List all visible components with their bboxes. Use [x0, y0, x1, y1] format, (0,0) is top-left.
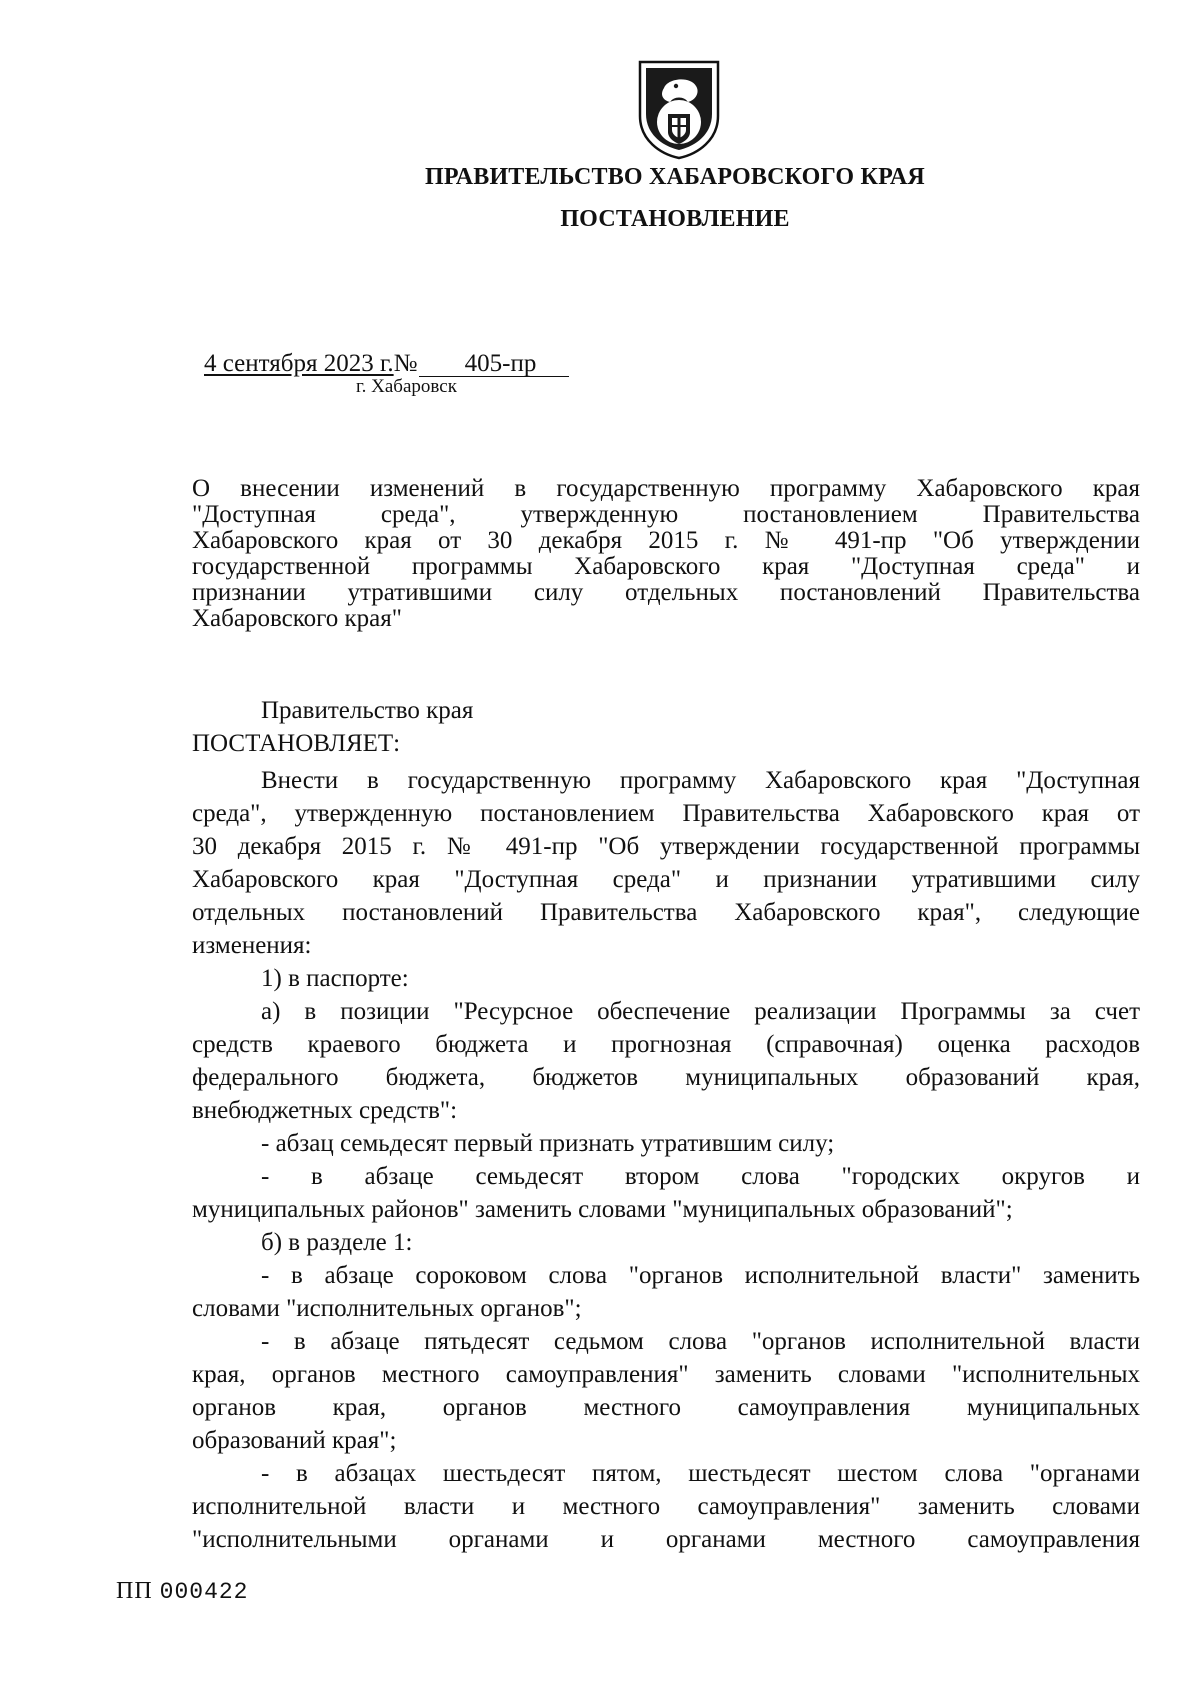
body-line: б) в разделе 1: [261, 1229, 413, 1256]
body-line: Внести в государственную программу Хабаровского края "Доступная [261, 767, 1140, 794]
body-line: 1) в паспорте: [261, 965, 409, 992]
body-line: средств краевого бюджета и прогнозная (справочная) оценка расходов [192, 1031, 1140, 1058]
subject-line: Хабаровского края" [192, 605, 402, 632]
body-line: исполнительной власти и местного самоуправления" заменить словами [192, 1493, 1140, 1520]
body-line: - в абзаце семьдесят втором слова "городских округов и [261, 1163, 1140, 1190]
body-line: - в абзаце пятьдесят седьмом слова "органов исполнительной власти [261, 1328, 1140, 1355]
body-line: отдельных постановлений Правительства Хабаровского края", следующие [192, 899, 1140, 926]
body-line: Хабаровского края "Доступная среда" и признании утратившими силу [192, 866, 1140, 893]
body-line: "исполнительными органами и органами местного самоуправления [192, 1526, 1140, 1553]
document-subject [192, 476, 1140, 632]
form-series: ПП [116, 1578, 153, 1604]
body-line: словами "исполнительных органов"; [192, 1295, 582, 1322]
subject-line: государственной программы Хабаровского края "Доступная среда" и [192, 553, 1140, 580]
body-line: Правительство края [261, 697, 474, 724]
number-label: № [393, 350, 418, 377]
body-line: муниципальных районов" заменить словами "муниципальных образований"; [192, 1196, 1013, 1223]
document-number-field [419, 352, 569, 377]
body-line: 30 декабря 2015 г. № 491-пр "Об утверждении государственной программы [192, 833, 1140, 860]
subject-line: признании утратившими силу отдельных постановлений Правительства [192, 579, 1140, 606]
date-number-line [204, 350, 569, 378]
document-body [192, 694, 1140, 1556]
body-line: ПОСТАНОВЛЯЕТ: [192, 730, 401, 757]
subject-line: "Доступная среда", утвержденную постановлением Правительства [192, 501, 1140, 528]
organization-title: ПРАВИТЕЛЬСТВО ХАБАРОВСКОГО КРАЯ [425, 164, 925, 190]
body-line: изменения: [192, 932, 312, 959]
body-line: а) в позиции "Ресурсное обеспечение реализации Программы за счет [261, 998, 1140, 1025]
coat-of-arms-emblem-icon [632, 58, 726, 160]
body-line: внебюджетных средств": [192, 1097, 458, 1124]
body-line: федерального бюджета, бюджетов муниципальных образований края, [192, 1064, 1140, 1091]
body-line: - в абзаце сороковом слова "органов исполнительной власти" заменить [261, 1262, 1140, 1289]
subject-line: Хабаровского края от 30 декабря 2015 г. № 491-пр "Об утверждении [192, 527, 1140, 554]
city: г. Хабаровск [356, 376, 457, 397]
document-number: 405-пр [464, 350, 537, 377]
body-line: - в абзацах шестьдесят пятом, шестьдесят шестом слова "органами [261, 1460, 1140, 1487]
document-date: 4 сентября 2023 г. [204, 350, 394, 377]
subject-line: О внесении изменений в государственную программу Хабаровского края [192, 475, 1140, 502]
document-type-title: ПОСТАНОВЛЕНИЕ [560, 206, 790, 232]
form-serial-code [116, 1578, 249, 1605]
body-line: края, органов местного самоуправления" заменить словами "исполнительных [192, 1361, 1140, 1388]
form-serial-number: 000422 [159, 1579, 249, 1605]
body-line: органов края, органов местного самоуправления муниципальных [192, 1394, 1140, 1421]
body-line: среда", утвержденную постановлением Правительства Хабаровского края от [192, 800, 1140, 827]
body-line: - абзац семьдесят первый признать утратившим силу; [261, 1130, 835, 1157]
body-line: образований края"; [192, 1427, 397, 1454]
